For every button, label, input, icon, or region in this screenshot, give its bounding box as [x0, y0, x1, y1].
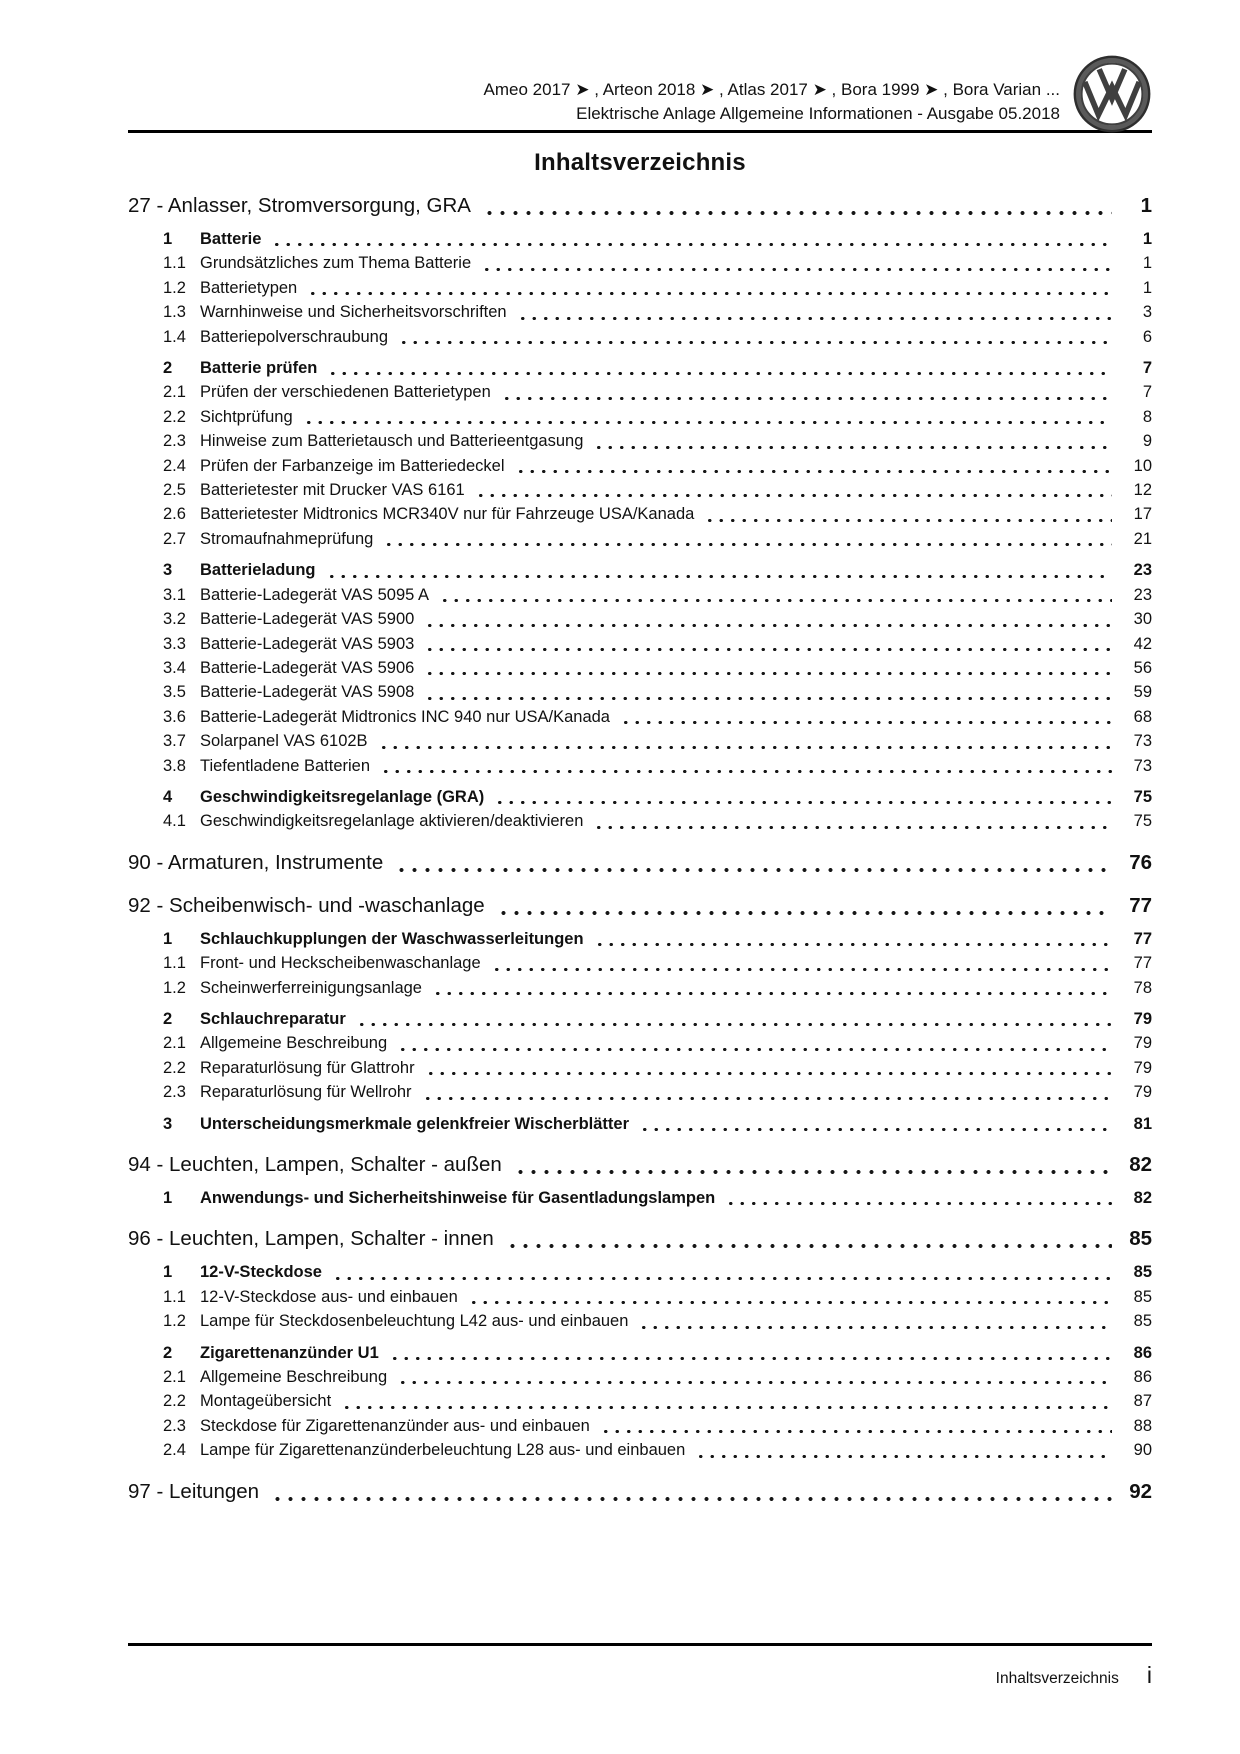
toc-page-number: 68 — [1133, 707, 1152, 726]
dot-leader — [397, 1048, 1112, 1051]
toc-entry-title: Batteriepolverschraubung — [200, 327, 389, 346]
toc-entry — [128, 380, 1152, 404]
dot-leader — [497, 911, 1112, 915]
toc-entry — [128, 1031, 1152, 1055]
page-header — [128, 0, 1152, 133]
toc-entry — [128, 1225, 1152, 1253]
toc-entry-title: Batterie prüfen — [200, 359, 318, 378]
toc-entry — [128, 454, 1152, 478]
toc-entry-number: 1 — [163, 929, 173, 948]
toc-entry-number: 2.4 — [163, 456, 186, 475]
toc-entry — [128, 1438, 1152, 1462]
toc-entry-number: 4 — [163, 787, 173, 806]
dot-leader — [432, 992, 1112, 995]
toc-page-number: 17 — [1133, 505, 1152, 524]
toc-entry — [128, 632, 1152, 656]
toc-entry — [128, 1414, 1152, 1438]
toc-page-number: 79 — [1133, 1058, 1152, 1077]
toc-entry — [128, 300, 1152, 324]
dot-leader — [383, 543, 1112, 546]
toc-entry — [128, 656, 1152, 680]
dot-leader — [424, 624, 1112, 627]
toc-page-number: 1 — [1142, 230, 1152, 248]
toc-entry — [128, 1186, 1152, 1210]
toc-page-number: 81 — [1133, 1114, 1152, 1133]
toc-page-number: 82 — [1133, 1189, 1152, 1207]
toc-page-number: 92 — [1129, 1479, 1152, 1503]
toc-page-number: 73 — [1133, 732, 1152, 751]
toc-entry — [128, 325, 1152, 349]
toc-entry-title: Lampe für Zigarettenanzünderbeleuchtung L28 aus- und einbauen — [200, 1441, 686, 1460]
toc-entry-number: 2 — [163, 1343, 173, 1362]
toc-page-number: 1 — [1142, 254, 1152, 273]
toc-entry-number: 1 — [163, 1263, 173, 1282]
toc-entry-title: Reparaturlösung für Glattrohr — [200, 1058, 415, 1077]
toc-entry-title: Batterie-Ladegerät VAS 5906 — [200, 658, 415, 677]
header-subtitle-line: Elektrische Anlage Allgemeine Informationen - Ausgabe 05.2018 — [576, 104, 1060, 123]
dot-leader — [506, 1244, 1112, 1248]
toc-entry — [128, 478, 1152, 502]
toc-entry-title: Batterie-Ladegerät VAS 5903 — [200, 634, 415, 653]
toc-entry — [128, 405, 1152, 429]
toc-entry — [128, 251, 1152, 275]
dot-leader — [483, 211, 1112, 215]
toc-entry — [128, 680, 1152, 704]
toc-entry-number: 2.3 — [163, 1083, 186, 1102]
toc-entry-number: 1.1 — [163, 1287, 186, 1306]
toc-entry-title: Allgemeine Beschreibung — [200, 1034, 388, 1053]
toc-page-number: 87 — [1133, 1392, 1152, 1411]
toc-entry-number: 2.7 — [163, 529, 186, 548]
dot-leader — [501, 397, 1112, 400]
toc-entry-title: Schlauchreparatur — [200, 1009, 346, 1028]
toc-entry-number: 2.2 — [163, 1392, 186, 1411]
toc-entry-title: Front- und Heckscheibenwaschanlage — [200, 954, 481, 973]
toc-entry-number: 2.1 — [163, 1368, 186, 1387]
toc-entry — [128, 527, 1152, 551]
toc-page-number: 10 — [1133, 456, 1152, 475]
dot-leader — [481, 268, 1112, 271]
toc-page-number: 23 — [1133, 561, 1152, 580]
toc-entry-number: 3.8 — [163, 756, 186, 775]
toc-entry-number: 2.3 — [163, 432, 186, 451]
dot-leader — [303, 421, 1112, 424]
toc-entry — [128, 1478, 1152, 1506]
toc-entry-title: Batterie-Ladegerät VAS 5908 — [200, 683, 415, 702]
toc-entry-title: Lampe für Steckdosenbeleuchtung L42 aus- und einbauen — [200, 1312, 629, 1331]
dot-leader — [395, 868, 1112, 872]
toc-entry-number: 3.1 — [163, 585, 186, 604]
dot-leader — [271, 243, 1112, 246]
toc-page-number: 6 — [1142, 327, 1152, 346]
toc-entry — [128, 754, 1152, 778]
toc-entry-number: 1 — [163, 1189, 173, 1207]
toc-entry-number: 2.5 — [163, 481, 186, 500]
dot-leader — [695, 1455, 1112, 1458]
toc-entry — [128, 1080, 1152, 1104]
toc-entry-number: 2 — [163, 1009, 173, 1028]
dot-leader — [378, 746, 1112, 749]
dot-leader — [517, 317, 1112, 320]
toc-page-number: 56 — [1133, 658, 1152, 677]
dot-leader — [424, 648, 1112, 651]
toc-entry-title: Batterietester mit Drucker VAS 6161 — [200, 481, 465, 500]
toc-entry-title: Schlauchkupplungen der Waschwasserleitungen — [200, 929, 584, 948]
toc-page-number: 86 — [1133, 1343, 1152, 1362]
toc-entry-number: 2.1 — [163, 1034, 186, 1053]
toc-page-number: 73 — [1133, 756, 1152, 775]
toc-page-number: 77 — [1129, 893, 1152, 917]
toc-entry — [128, 729, 1152, 753]
toc-entry-title: 94 - Leuchten, Lampen, Schalter - außen — [128, 1153, 502, 1176]
dot-leader — [398, 341, 1112, 344]
dot-leader — [341, 1406, 1112, 1409]
dot-leader — [307, 292, 1112, 295]
toc-entry-number: 1.1 — [163, 954, 186, 973]
toc-entry-title: 92 - Scheibenwisch- und -waschanlage — [128, 893, 485, 917]
dot-leader — [424, 672, 1112, 675]
toc-entry — [128, 227, 1152, 251]
dot-leader — [424, 697, 1112, 700]
toc-entry-number: 2 — [163, 359, 173, 378]
toc-page-number: 23 — [1133, 585, 1152, 604]
toc-entry-title: Hinweise zum Batterietausch und Batterieentgasung — [200, 432, 584, 451]
toc-entry — [128, 927, 1152, 951]
dot-leader — [271, 1497, 1112, 1501]
dot-leader — [600, 1430, 1112, 1433]
toc-entry — [128, 192, 1152, 220]
dot-leader — [593, 446, 1112, 449]
toc-entry-title: Stromaufnahmeprüfung — [200, 529, 374, 548]
toc-page-number: 86 — [1133, 1368, 1152, 1387]
toc-entry-title: Solarpanel VAS 6102B — [200, 732, 368, 751]
toc-entry-title: Montageübersicht — [200, 1392, 332, 1411]
toc-entry-title: Scheinwerferreinigungsanlage — [200, 978, 422, 997]
dot-leader — [638, 1326, 1112, 1329]
toc-page-number: 9 — [1142, 432, 1152, 451]
toc-entry-number: 3.3 — [163, 634, 186, 653]
dot-leader — [725, 1202, 1112, 1205]
toc-entry-number: 3.5 — [163, 683, 186, 702]
table-of-contents — [128, 192, 1152, 1506]
toc-page-number: 85 — [1133, 1263, 1152, 1282]
toc-entry-title: Sichtprüfung — [200, 407, 293, 426]
toc-entry-title: Geschwindigkeitsregelanlage aktivieren/deaktivieren — [200, 812, 584, 831]
toc-entry-number: 2.3 — [163, 1416, 186, 1435]
toc-entry — [128, 892, 1152, 920]
toc-page-number: 85 — [1129, 1227, 1152, 1251]
toc-entry-number: 2.1 — [163, 383, 186, 402]
dot-leader — [468, 1301, 1112, 1304]
toc-entry-number: 2.2 — [163, 1058, 186, 1077]
page-title: Inhaltsverzeichnis — [534, 149, 746, 176]
toc-page-number: 79 — [1133, 1009, 1152, 1028]
toc-entry — [128, 1285, 1152, 1309]
toc-page-number: 78 — [1133, 978, 1152, 997]
toc-page-number: 75 — [1133, 787, 1152, 806]
toc-page-number: 85 — [1133, 1312, 1152, 1331]
toc-page-number: 1 — [1142, 278, 1152, 297]
header-models-line: Ameo 2017 ➤ , Arteon 2018 ➤ , Atlas 2017 ➤ , Bora 1999 ➤ , Bora Varian ... — [483, 80, 1060, 99]
toc-entry-number: 1.3 — [163, 303, 186, 322]
dot-leader — [425, 1072, 1112, 1075]
toc-entry-number: 1.2 — [163, 978, 186, 997]
toc-entry-title: Prüfen der verschiedenen Batterietypen — [200, 383, 491, 402]
toc-entry — [128, 1007, 1152, 1031]
toc-entry-title: Geschwindigkeitsregelanlage (GRA) — [200, 787, 485, 806]
toc-entry-title: 12-V-Steckdose — [200, 1263, 322, 1282]
toc-page-number: 8 — [1142, 407, 1152, 426]
toc-entry — [128, 558, 1152, 582]
dot-leader — [593, 826, 1112, 829]
toc-page-number: 3 — [1142, 303, 1152, 322]
toc-page-number: 90 — [1133, 1441, 1152, 1460]
toc-entry-title: Warnhinweise und Sicherheitsvorschriften — [200, 303, 507, 322]
dot-leader — [380, 770, 1112, 773]
toc-entry-number: 3.7 — [163, 732, 186, 751]
toc-page-number: 1 — [1140, 194, 1152, 217]
toc-page-number: 7 — [1142, 359, 1152, 378]
toc-page-number: 77 — [1133, 954, 1152, 973]
toc-entry-title: Batterieladung — [200, 561, 316, 580]
toc-page-number: 12 — [1133, 481, 1152, 500]
footer-label: Inhaltsverzeichnis — [995, 1670, 1119, 1687]
dot-leader — [704, 519, 1112, 522]
toc-entry — [128, 502, 1152, 526]
toc-page-number: 21 — [1133, 529, 1152, 548]
toc-entry — [128, 1341, 1152, 1365]
toc-page-number: 42 — [1133, 634, 1152, 653]
toc-entry — [128, 785, 1152, 809]
dot-leader — [475, 494, 1112, 497]
dot-leader — [439, 599, 1112, 602]
toc-entry — [128, 1309, 1152, 1333]
toc-entry — [128, 849, 1152, 877]
toc-entry — [128, 1056, 1152, 1080]
dot-leader — [356, 1023, 1112, 1026]
toc-entry-title: Batterie-Ladegerät Midtronics INC 940 nur USA/Kanada — [200, 707, 610, 726]
toc-page-number: 75 — [1133, 812, 1152, 831]
footer-page-number: i — [1146, 1662, 1152, 1688]
toc-entry — [128, 1365, 1152, 1389]
toc-page-number: 76 — [1129, 850, 1152, 874]
toc-entry — [128, 951, 1152, 975]
dot-leader — [620, 721, 1112, 724]
toc-entry — [128, 976, 1152, 1000]
toc-entry-title: 90 - Armaturen, Instrumente — [128, 850, 384, 874]
dot-leader — [494, 801, 1112, 804]
toc-entry-title: Zigarettenanzünder U1 — [200, 1343, 379, 1362]
toc-page-number: 7 — [1142, 383, 1152, 402]
toc-page-number: 59 — [1133, 683, 1152, 702]
toc-entry-title: Reparaturlösung für Wellrohr — [200, 1083, 412, 1102]
toc-entry-number: 2.6 — [163, 505, 186, 524]
vw-logo-icon — [1072, 54, 1152, 134]
dot-leader — [326, 575, 1112, 578]
dot-leader — [639, 1128, 1112, 1131]
toc-page-number: 88 — [1133, 1416, 1152, 1435]
dot-leader — [422, 1097, 1112, 1100]
toc-entry — [128, 1389, 1152, 1413]
dot-leader — [397, 1381, 1112, 1384]
toc-entry-title: Batterie-Ladegerät VAS 5095 A — [200, 585, 430, 604]
dot-leader — [327, 372, 1112, 375]
toc-entry — [128, 1151, 1152, 1179]
dot-leader — [514, 1170, 1112, 1174]
toc-entry-title: Prüfen der Farbanzeige im Batteriedeckel — [200, 456, 505, 475]
dot-leader — [515, 470, 1113, 473]
toc-entry-number: 1 — [163, 230, 173, 248]
toc-page-number: 79 — [1133, 1034, 1152, 1053]
toc-entry-title: Anwendungs- und Sicherheitshinweise für Gasentladungslampen — [200, 1189, 716, 1207]
toc-entry-number: 1.2 — [163, 1312, 186, 1331]
toc-entry-number: 2.4 — [163, 1441, 186, 1460]
toc-page-number: 82 — [1129, 1153, 1152, 1176]
toc-entry-title: Grundsätzliches zum Thema Batterie — [200, 254, 472, 273]
toc-entry — [128, 276, 1152, 300]
toc-entry — [128, 705, 1152, 729]
toc-entry-title: 12-V-Steckdose aus- und einbauen — [200, 1287, 458, 1306]
dot-leader — [594, 943, 1112, 946]
toc-page-number: 77 — [1133, 929, 1152, 948]
toc-page-number: 79 — [1133, 1083, 1152, 1102]
toc-entry-title: Steckdose für Zigarettenanzünder aus- und einbauen — [200, 1416, 590, 1435]
toc-entry-title: 27 - Anlasser, Stromversorgung, GRA — [128, 194, 471, 217]
toc-entry-number: 4.1 — [163, 812, 186, 831]
dot-leader — [389, 1357, 1112, 1360]
toc-entry — [128, 607, 1152, 631]
toc-entry-number: 3.4 — [163, 658, 186, 677]
toc-entry-number: 3 — [163, 1114, 173, 1133]
toc-entry-title: Unterscheidungsmerkmale gelenkfreier Wischerblätter — [200, 1114, 630, 1133]
toc-entry-title: Batterietypen — [200, 278, 298, 297]
dot-leader — [332, 1277, 1112, 1280]
toc-entry — [128, 356, 1152, 380]
toc-entry-title: Tiefentladene Batterien — [200, 756, 371, 775]
toc-page-number: 30 — [1133, 610, 1152, 629]
toc-entry-title: Batterietester Midtronics MCR340V nur für Fahrzeuge USA/Kanada — [200, 505, 695, 524]
toc-entry-number: 1.1 — [163, 254, 186, 273]
toc-entry-number: 2.2 — [163, 407, 186, 426]
toc-entry-number: 1.2 — [163, 278, 186, 297]
toc-entry-title: 96 - Leuchten, Lampen, Schalter - innen — [128, 1227, 494, 1251]
toc-entry-title: Batterie-Ladegerät VAS 5900 — [200, 610, 415, 629]
header-text — [128, 78, 1072, 130]
toc-entry-title: 97 - Leitungen — [128, 1479, 260, 1503]
toc-entry-number: 3.6 — [163, 707, 186, 726]
toc-entry-title: Allgemeine Beschreibung — [200, 1368, 388, 1387]
toc-entry — [128, 429, 1152, 453]
toc-entry-number: 3.2 — [163, 610, 186, 629]
toc-entry-number: 1.4 — [163, 327, 186, 346]
toc-entry — [128, 1112, 1152, 1136]
toc-page-number: 85 — [1133, 1287, 1152, 1306]
toc-entry — [128, 809, 1152, 833]
toc-entry-number: 3 — [163, 561, 173, 580]
dot-leader — [491, 968, 1112, 971]
toc-entry-title: Batterie — [200, 230, 262, 248]
page-footer — [128, 1643, 1152, 1689]
toc-entry — [128, 583, 1152, 607]
toc-entry — [128, 1260, 1152, 1284]
